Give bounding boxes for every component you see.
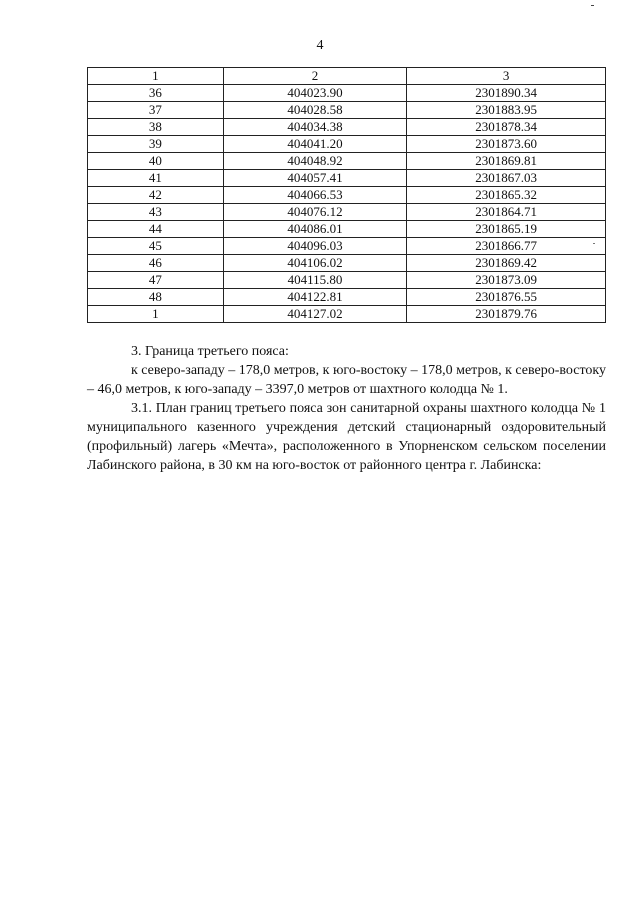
table-row [88, 85, 606, 102]
page-number: 4 [316, 38, 324, 53]
x-coordinate-cell: 404041.20 [223, 136, 407, 153]
table-row [88, 204, 606, 221]
column-header-y: 3 [407, 68, 606, 85]
y-coordinate-cell: 2301879.76 [407, 306, 606, 323]
y-coordinate-cell: 2301869.42 [407, 255, 606, 272]
section-3 [87, 342, 606, 475]
point-number-cell: 1 [88, 306, 224, 323]
x-coordinate-cell: 404034.38 [223, 119, 407, 136]
table-row [88, 136, 606, 153]
table-header-row [88, 68, 606, 85]
point-number-cell: 46 [88, 255, 224, 272]
x-coordinate-cell: 404066.53 [223, 187, 407, 204]
x-coordinate-cell: 404048.92 [223, 153, 407, 170]
distances-paragraph: к северо-западу – 178,0 метров, к юго-востоку – 178,0 метров, к северо-востоку – 46,0 метров, к юго-западу – 3397,0 метров от шахтного колодца № 1. [87, 363, 606, 397]
x-coordinate-cell: 404127.02 [223, 306, 407, 323]
x-coordinate-cell: 404115.80 [223, 272, 407, 289]
table-row [88, 153, 606, 170]
y-coordinate-cell: 2301883.95 [407, 102, 606, 119]
plan-paragraph: 3.1. План границ третьего пояса зон санитарной охраны шахтного колодца № 1 муниципального казенного учреждения детский стационарный оздоровительный (профильный) лагерь «Мечта», расположенного в Упорненском сельском поселении Лабинского района, в 30 км на юго-восток от районного центра г. Лабинска: [87, 401, 606, 473]
x-coordinate-cell: 404086.01 [223, 221, 407, 238]
table-row [88, 255, 606, 272]
point-number-cell: 41 [88, 170, 224, 187]
column-header-x: 2 [223, 68, 407, 85]
table-row [88, 221, 606, 238]
y-coordinate-cell: 2301866.77 [407, 238, 606, 255]
table-body [88, 85, 606, 323]
y-coordinate-cell: 2301865.32 [407, 187, 606, 204]
point-number-cell: 48 [88, 289, 224, 306]
point-number-cell: 42 [88, 187, 224, 204]
y-coordinate-cell: 2301890.34 [407, 85, 606, 102]
section-heading: 3. Граница третьего пояса: [131, 344, 289, 359]
point-number-cell: 43 [88, 204, 224, 221]
point-number-cell: 44 [88, 221, 224, 238]
point-number-cell: 39 [88, 136, 224, 153]
table-row [88, 272, 606, 289]
point-number-cell: 47 [88, 272, 224, 289]
x-coordinate-cell: 404023.90 [223, 85, 407, 102]
point-number-cell: 36 [88, 85, 224, 102]
y-coordinate-cell: 2301876.55 [407, 289, 606, 306]
table-row [88, 289, 606, 306]
point-number-cell: 45 [88, 238, 224, 255]
point-number-cell: 40 [88, 153, 224, 170]
y-coordinate-cell: 2301869.81 [407, 153, 606, 170]
scan-speck [591, 5, 594, 6]
table-row [88, 187, 606, 204]
y-coordinate-cell: 2301865.19 [407, 221, 606, 238]
point-number-cell: 38 [88, 119, 224, 136]
table-row [88, 238, 606, 255]
y-coordinate-cell: 2301867.03 [407, 170, 606, 187]
x-coordinate-cell: 404076.12 [223, 204, 407, 221]
y-coordinate-cell: 2301864.71 [407, 204, 606, 221]
x-coordinate-cell: 404122.81 [223, 289, 407, 306]
x-coordinate-cell: 404096.03 [223, 238, 407, 255]
table-row [88, 170, 606, 187]
x-coordinate-cell: 404106.02 [223, 255, 407, 272]
y-coordinate-cell: 2301873.09 [407, 272, 606, 289]
x-coordinate-cell: 404028.58 [223, 102, 407, 119]
table-row [88, 119, 606, 136]
table-row [88, 102, 606, 119]
x-coordinate-cell: 404057.41 [223, 170, 407, 187]
column-header-point: 1 [88, 68, 224, 85]
table-row [88, 306, 606, 323]
y-coordinate-cell: 2301878.34 [407, 119, 606, 136]
point-number-cell: 37 [88, 102, 224, 119]
coordinates-table [87, 67, 606, 323]
y-coordinate-cell: 2301873.60 [407, 136, 606, 153]
